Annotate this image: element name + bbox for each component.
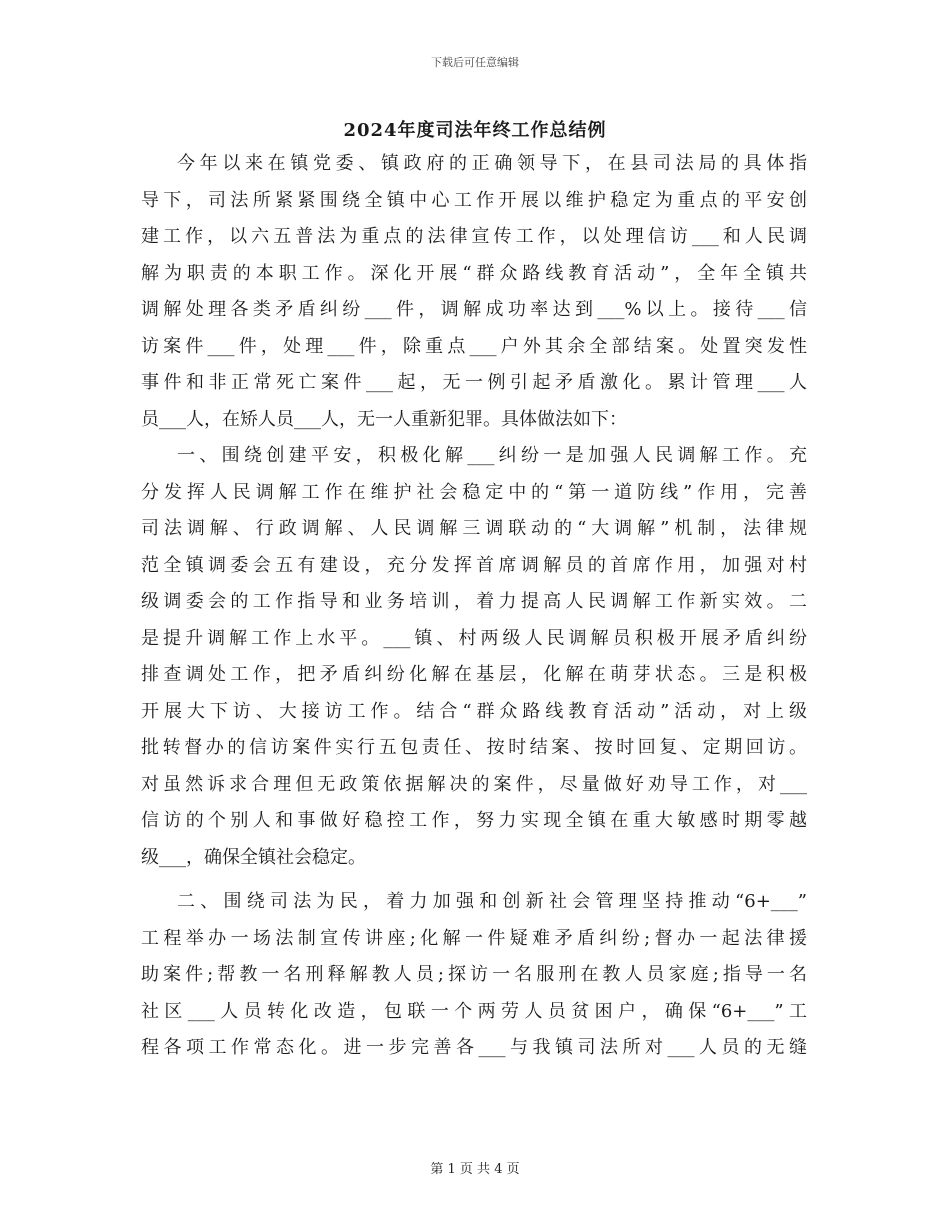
paragraph-1 — [141, 146, 807, 438]
page-number: 第 1 页 共 4 页 — [430, 1162, 520, 1177]
paragraph-2 — [141, 438, 807, 876]
document-title: 2024年度司法年终工作总结例 — [343, 120, 607, 141]
text-line: 解为职责的本职工作。深化开展“群众路线教育活动”，全年全镇共 — [141, 262, 807, 284]
page-header: 下载后可任意编辑 — [431, 56, 519, 69]
text-line: 社区___人员转化改造，包联一个两劳人员贫困户，确保“6+___”工 — [141, 1000, 807, 1022]
text-line: 对虽然诉求合理但无政策依据解决的案件，尽量做好劝导工作，对___ — [141, 773, 807, 795]
text-line: 分发挥人民调解工作在维护社会稳定中的“第一道防线”作用，完善 — [141, 481, 807, 503]
text-line: 排查调处工作，把矛盾纠纷化解在基层，化解在萌芽状态。三是积极 — [141, 664, 807, 685]
document-body — [141, 146, 807, 1067]
text-line: 员___人，在矫人员___人，无一人重新犯罪。具体做法如下： — [141, 408, 627, 430]
text-line: 级调委会的工作指导和业务培训，着力提高人民调解工作新实效。二 — [141, 591, 807, 612]
text-line: 事件和非正常死亡案件___起，无一例引起矛盾激化。累计管理___人 — [141, 372, 807, 393]
text-line: 信访的个别人和事做好稳控工作，努力实现全镇在重大敏感时期零越 — [141, 810, 807, 831]
text-line: 工程举办一场法制宣传讲座;化解一件疑难矛盾纠纷;督办一起法律援 — [141, 927, 807, 949]
text-line: 建工作，以六五普法为重点的法律宣传工作，以处理信访___和人民调 — [141, 226, 807, 247]
text-line: 今年以来在镇党委、镇政府的正确领导下，在县司法局的具体指 — [177, 153, 807, 174]
text-line: 助案件;帮教一名刑释解教人员;探访一名服刑在教人员家庭;指导一名 — [141, 964, 807, 985]
text-line: 导下，司法所紧紧围绕全镇中心工作开展以维护稳定为重点的平安创 — [141, 189, 807, 211]
text-line: 批转督办的信访案件实行五包责任、按时结案、按时回复、定期回访。 — [141, 737, 807, 758]
text-line: 是提升调解工作上水平。___镇、村两级人民调解员积极开展矛盾纠纷 — [141, 627, 807, 649]
text-line: 调解处理各类矛盾纠纷___件，调解成功率达到___%以上。接待___信 — [141, 299, 807, 320]
paragraph-3 — [141, 884, 807, 1067]
text-line: 级___，确保全镇社会稳定。 — [141, 846, 366, 868]
paragraph-spacer — [141, 876, 807, 884]
text-line: 一、围绕创建平安，积极化解___纠纷一是加强人民调解工作。充 — [177, 445, 807, 466]
text-line: 开展大下访、大接访工作。结合“群众路线教育活动”活动，对上级 — [141, 700, 807, 722]
text-line: 访案件___件，处理___件，除重点___户外其余全部结案。处置突发性 — [141, 335, 807, 357]
text-line: 范全镇调委会五有建设，充分发挥首席调解员的首席作用，加强对村 — [141, 554, 807, 576]
text-line: 司法调解、行政调解、人民调解三调联动的“大调解”机制，法律规 — [141, 518, 807, 539]
text-line: 程各项工作常态化。进一步完善各___与我镇司法所对___人员的无缝 — [141, 1037, 807, 1058]
text-line: 二、围绕司法为民，着力加强和创新社会管理坚持推动“6+___” — [177, 891, 807, 912]
